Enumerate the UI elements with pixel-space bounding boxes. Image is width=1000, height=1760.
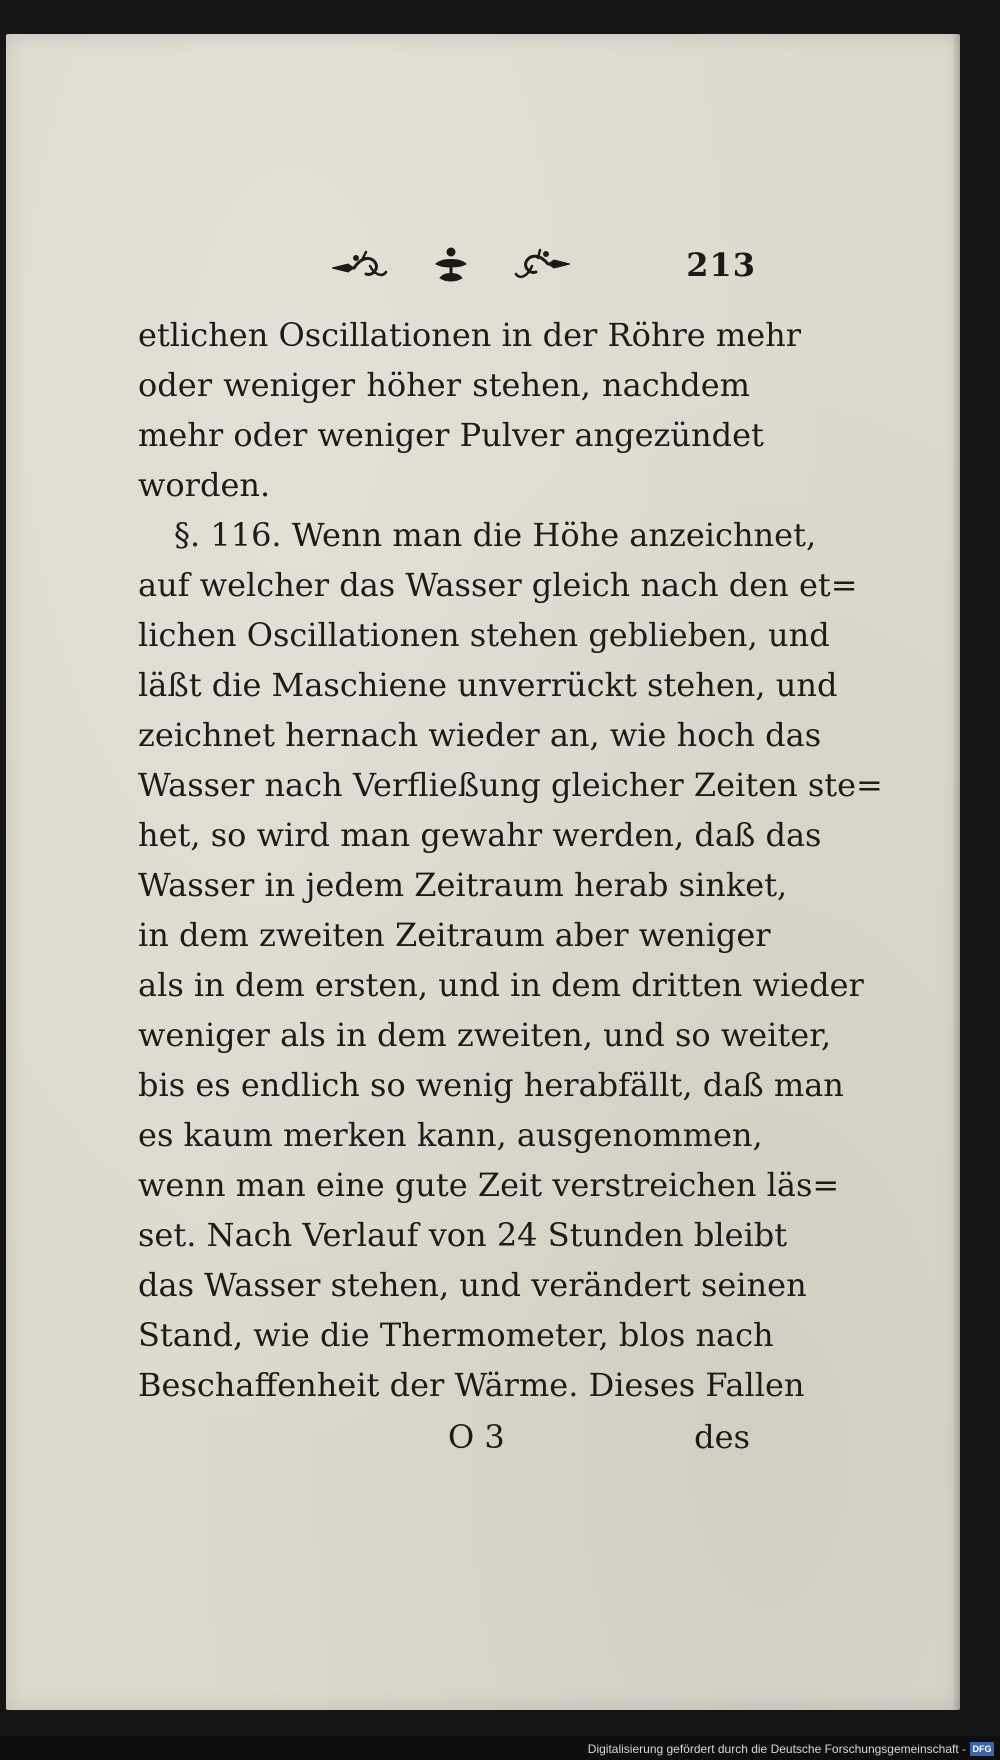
- text-line: mehr oder weniger Pulver angezündet: [138, 416, 764, 454]
- printer-ornament-icon: [326, 244, 576, 288]
- text-line: Wasser in jedem Zeitraum herab sinket,: [138, 866, 788, 904]
- running-head: [326, 244, 756, 288]
- text-line: zeichnet hernach wieder an, wie hoch das: [138, 716, 822, 754]
- text-line: in dem zweiten Zeitraum aber weniger: [138, 916, 771, 954]
- text-line: oder weniger höher stehen, nachdem: [138, 366, 750, 404]
- text-line: bis es endlich so wenig herabfällt, daß man: [138, 1066, 844, 1104]
- paragraph-start-line: §. 116. Wenn man die Höhe anzeichnet,: [174, 516, 817, 554]
- text-line: läßt die Maschiene unverrückt stehen, und: [138, 666, 838, 704]
- page-footer: [138, 1412, 750, 1462]
- text-line: Beschaffenheit der Wärme. Dieses Fallen: [138, 1366, 805, 1404]
- book-page: [6, 34, 960, 1710]
- text-line: etlichen Oscillationen in der Röhre mehr: [138, 316, 802, 354]
- text-line: wenn man eine gute Zeit verstreichen läs=: [138, 1166, 840, 1204]
- page-number: 213: [686, 246, 756, 284]
- text-line: Stand, wie die Thermometer, blos nach: [138, 1316, 774, 1354]
- dfg-logo: DFG: [970, 1742, 994, 1756]
- text-line: het, so wird man gewahr werden, daß das: [138, 816, 822, 854]
- text-line: worden.: [138, 466, 271, 504]
- text-line: Wasser nach Verfließung gleicher Zeiten ste=: [138, 766, 883, 804]
- text-line: lichen Oscillationen stehen geblieben, und: [138, 616, 830, 654]
- text-line: set. Nach Verlauf von 24 Stunden bleibt: [138, 1216, 788, 1254]
- text-line: es kaum merken kann, ausgenommen,: [138, 1116, 763, 1154]
- body-text: [138, 310, 883, 1410]
- text-line: weniger als in dem zweiten, und so weiter,: [138, 1016, 832, 1054]
- credit-bar: [0, 1736, 1000, 1760]
- catchword: des: [694, 1418, 750, 1456]
- text-line: auf welcher das Wasser gleich nach den et=: [138, 566, 858, 604]
- funding-credit: Digitalisierung gefördert durch die Deutsche Forschungsgemeinschaft -: [587, 1742, 966, 1756]
- text-line: als in dem ersten, und in dem dritten wieder: [138, 966, 864, 1004]
- text-line: das Wasser stehen, und verändert seinen: [138, 1266, 807, 1304]
- signature-mark: O 3: [448, 1418, 505, 1456]
